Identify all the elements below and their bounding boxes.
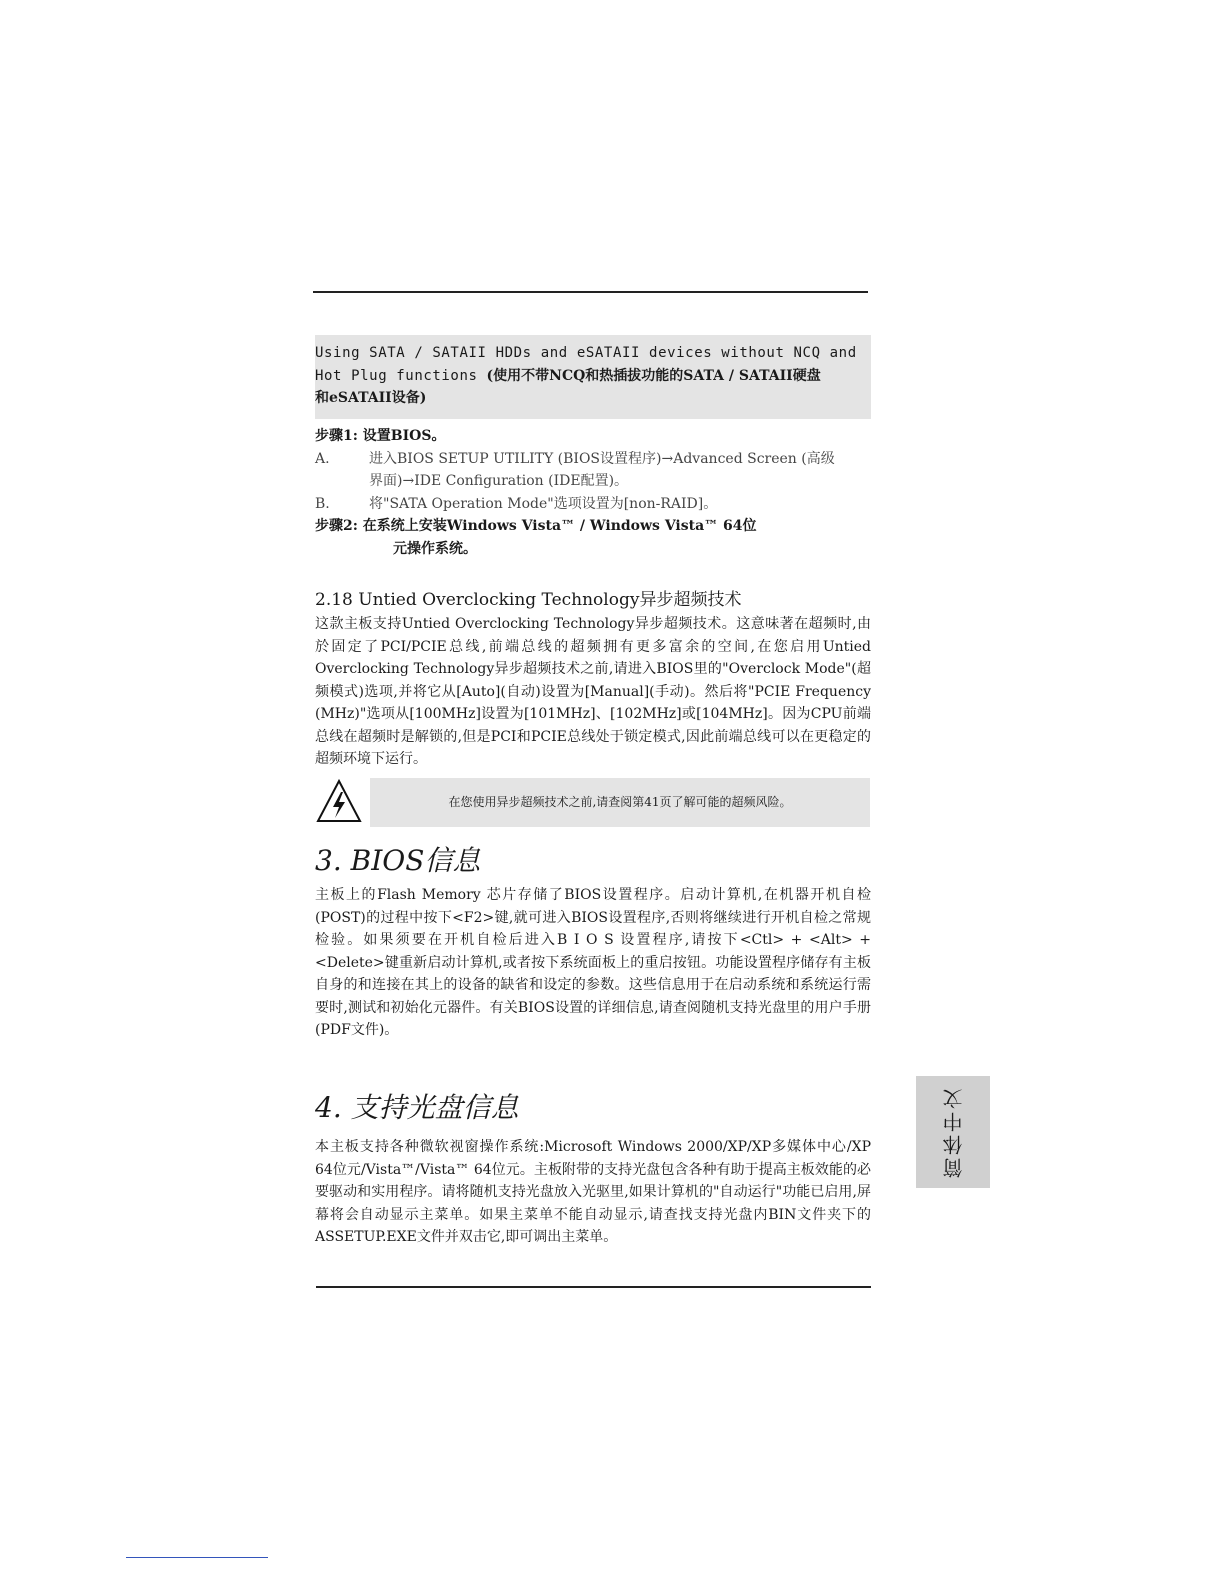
sata-header-box [315, 335, 871, 419]
section-3-title: 3. BIOS信息 [315, 844, 481, 877]
header-line-3: 和eSATAII设备) [315, 390, 427, 406]
section-2-18-body: 这款主板支持Untied Overclocking Technology异步超频技术。这意味著在超频时,由於固定了PCI/PCIE总线,前端总线的超频拥有更多富余的空间,在您启用Untied Overclocking Technology异步超频技术之前,请进入BIOS里的"Overclock Mode"(超频模式)选项,并将它从[Auto](自动)设置为[Manual](手动)。然后将"PCIE Frequency (MHz)"选项从[100MHz]设置为[101MHz]、[102MHz]或[104MHz]。因为CPU前端总线在超频时是解锁的,但是PCI和PCIE总线处于锁定模式,因此前端总线可以在更稳定的超频环境下运行。 [315, 616, 871, 767]
step-b-marker: B. [315, 495, 330, 512]
step-a-text [369, 448, 871, 493]
step-a [315, 448, 871, 493]
step2-title: 步骤2: 在系统上安装Windows Vista™ / Windows Vista™ 64位 [315, 518, 757, 534]
step1-title: 步骤1: 设置BIOS。 [315, 428, 446, 444]
caution-note [315, 778, 871, 828]
step-a-marker: A. [315, 450, 330, 467]
section-4-body: 本主板支持各种微软视窗操作系统:Microsoft Windows 2000/XP/XP多媒体中心/XP 64位元/Vista™/Vista™ 64位元。主板附带的支持光盘包含各种有助于提高主板效能的必要驱动和实用程序。请将随机支持光盘放入光驱里,如果计算机的"自动运行"功能已启用,屏幕将会自动显示主菜单。如果主菜单不能自动显示,请查找支持光盘内BIN文件夹下的ASSETUP.EXE文件并双击它,即可调出主菜单。 [315, 1139, 871, 1245]
steps-block [315, 425, 871, 560]
step-a-text-line1: 进入BIOS SETUP UTILITY (BIOS设置程序)→Advanced Screen (高级 [369, 450, 835, 467]
section-3-body: 主板上的Flash Memory 芯片存储了BIOS设置程序。启动计算机,在机器开机自检(POST)的过程中按下<F2>键,就可进入BIOS设置程序,否则将继续进行开机自检之常规检验。如果须要在开机自检后进入B I O S 设置程序,请按下<Ctl> + <Alt> + <Delete>键重新启动计算机,或者按下系统面板上的重启按钮。功能设置程序储存有主板自身的和连接在其上的设备的缺省和设定的参数。这些信息用于在启动系统和系统运行需要时,测试和初始化元器件。有关BIOS设置的详细信息,请查阅随机支持光盘里的用户手册(PDF文件)。 [315, 887, 871, 1038]
step2-continuation: 元操作系统。 [393, 540, 477, 557]
top-rule [313, 291, 868, 293]
caution-text: 在您使用异步超频技术之前,请查阅第41页了解可能的超频风险。 [370, 778, 870, 827]
step-b-text: 将"SATA Operation Mode"选项设置为[non-RAID]。 [369, 495, 718, 512]
step-a-text-line2: 界面)→IDE Configuration (IDE配置)。 [369, 473, 629, 489]
header-line-2 [315, 365, 871, 388]
bottom-rule [316, 1286, 871, 1288]
language-side-tab [916, 1076, 990, 1188]
footer-rule [126, 1557, 268, 1558]
section-4-title: 4. 支持光盘信息 [315, 1091, 519, 1124]
header-line-2-prefix: Hot Plug functions [315, 367, 487, 384]
language-tab-label: 简体中文 [941, 1086, 966, 1178]
header-line-2-suffix: (使用不带NCQ和热插拔功能的SATA / SATAII硬盘 [486, 367, 821, 384]
warning-lightning-icon [315, 778, 363, 824]
section-2-18-title: 2.18 Untied Overclocking Technology异步超频技术 [315, 590, 742, 610]
header-line-1: Using SATA / SATAII HDDs and eSATAII devices without NCQ and [315, 345, 857, 361]
step-b [315, 493, 871, 516]
